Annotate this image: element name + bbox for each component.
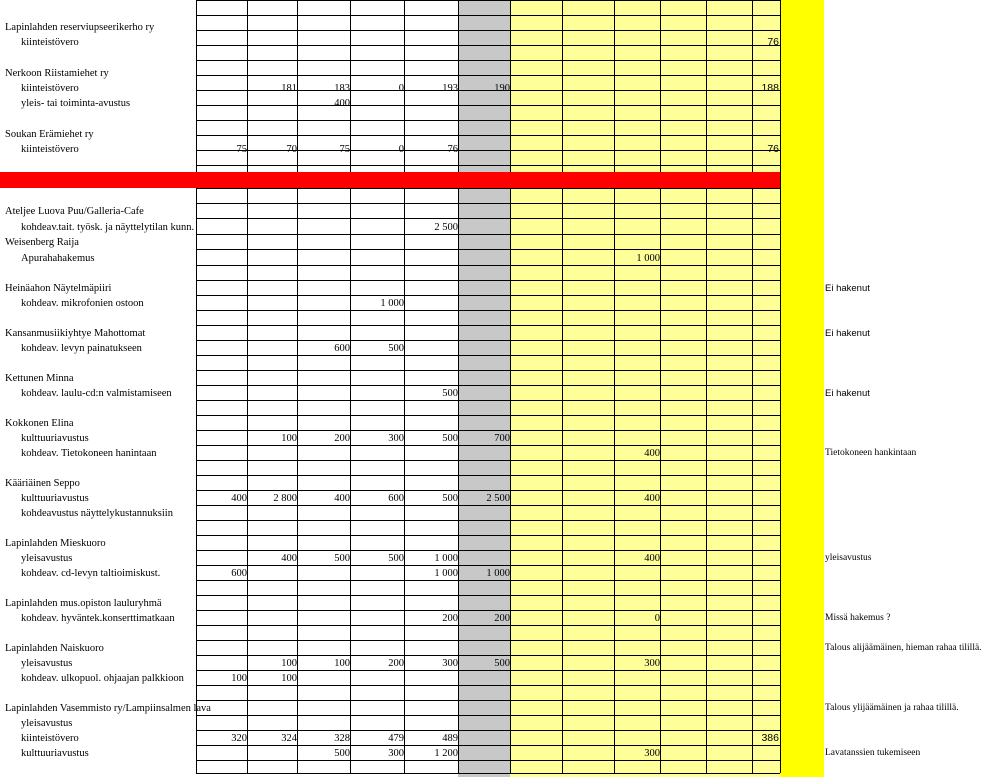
value-cell: 700 — [494, 433, 510, 444]
row-divider — [196, 760, 780, 761]
applicant-name: Weisenberg Raija — [5, 237, 79, 248]
row-divider — [196, 715, 780, 716]
row-divider — [196, 15, 780, 16]
row-divider — [196, 460, 780, 461]
value-cell: 1 000 — [434, 568, 458, 579]
row-divider — [196, 595, 780, 596]
applicant-name: Soukan Erämiehet ry — [5, 129, 94, 140]
item-label: yleisavustus — [21, 553, 73, 564]
value-cell: 2 500 — [486, 493, 510, 504]
row-divider — [196, 30, 780, 31]
row-divider — [196, 120, 780, 121]
value-cell: 328 — [334, 733, 350, 744]
item-label: kiinteistövero — [21, 37, 79, 48]
item-label: kohdeav. cd-levyn taltioimiskust. — [21, 568, 161, 579]
value-cell: 2 800 — [273, 493, 297, 504]
applicant-name: Kokkonen Elina — [5, 418, 74, 429]
value-cell: 400 — [334, 493, 350, 504]
row-divider — [196, 234, 780, 235]
note-text: Talous ylijäämäinen ja rahaa tilillä. — [825, 703, 959, 713]
value-cell: 75 — [339, 144, 350, 155]
item-label: kulttuuriavustus — [21, 748, 89, 759]
item-label: kohdeav. mikrofonien ostoon — [21, 298, 144, 309]
note-text: Talous alijäämäinen, hieman rahaa tilillä. — [825, 643, 982, 653]
applicant-name: Heinäahon Näytelmäpiiri — [5, 283, 112, 294]
value-cell: 500 — [388, 553, 404, 564]
row-divider — [196, 700, 780, 701]
item-label: kohdeav.tait. työsk. ja näyttelytilan kunn. — [21, 222, 195, 233]
row-divider — [196, 218, 780, 219]
row-divider — [196, 135, 780, 136]
value-cell: 183 — [334, 83, 350, 94]
value-cell: 600 — [231, 568, 247, 579]
row-divider — [196, 475, 780, 476]
applicant-name: Kettunen Minna — [5, 373, 74, 384]
value-cell: 400 — [231, 493, 247, 504]
note-text: Ei hakenut — [825, 283, 870, 294]
row-divider — [196, 280, 780, 281]
value-cell: 100 — [334, 658, 350, 669]
value-cell: 200 — [442, 613, 458, 624]
value-cell: 100 — [281, 433, 297, 444]
value-cell: 76 — [767, 143, 779, 155]
value-cell: 1 000 — [486, 568, 510, 579]
row-divider — [196, 75, 780, 76]
value-cell: 400 — [281, 553, 297, 564]
applicant-name: Lapinlahden mus.opiston lauluryhmä — [5, 598, 162, 609]
value-cell: 300 — [388, 433, 404, 444]
item-label: Apurahahakemus — [21, 253, 95, 264]
value-cell: 200 — [494, 613, 510, 624]
row-divider — [196, 640, 780, 641]
item-label: kiinteistövero — [21, 144, 79, 155]
value-cell: 0 — [398, 83, 404, 94]
value-cell: 386 — [761, 732, 779, 744]
value-cell: 188 — [761, 82, 779, 94]
row-divider — [196, 385, 780, 386]
row-divider — [196, 370, 780, 371]
note-text: Ei hakenut — [825, 328, 870, 339]
value-cell: 500 — [442, 388, 458, 399]
column-divider — [510, 0, 511, 773]
value-cell: 100 — [281, 673, 297, 684]
value-cell: 500 — [494, 658, 510, 669]
row-divider — [196, 249, 780, 250]
value-cell: 1 000 — [380, 298, 404, 309]
value-cell: 489 — [442, 733, 458, 744]
value-cell: 400 — [644, 493, 660, 504]
value-cell: 200 — [334, 433, 350, 444]
value-cell: 190 — [494, 83, 510, 94]
value-cell: 320 — [231, 733, 247, 744]
row-divider — [196, 773, 780, 774]
note-text: yleisavustus — [825, 553, 872, 563]
value-cell: 70 — [286, 144, 297, 155]
value-cell: 75 — [236, 144, 247, 155]
applicant-name: Ateljee Luova Puu/Galleria-Cafe — [5, 206, 144, 217]
column-divider — [780, 0, 781, 773]
value-cell: 500 — [334, 748, 350, 759]
value-cell: 479 — [388, 733, 404, 744]
red-separator-band — [0, 172, 780, 188]
item-label: kulttuuriavustus — [21, 493, 89, 504]
row-divider — [196, 355, 780, 356]
applicant-name: Lapinlahden reserviupseerikerho ry — [5, 22, 155, 33]
row-divider — [196, 415, 780, 416]
applicant-name: Lapinlahden Naiskuoro — [5, 643, 104, 654]
item-label: kohdeav. Tietokoneen hanintaan — [21, 448, 157, 459]
value-cell: 0 — [654, 613, 660, 624]
value-cell: 100 — [281, 658, 297, 669]
value-cell: 193 — [442, 83, 458, 94]
item-label: kohdeav. hyväntek.konserttimatkaan — [21, 613, 175, 624]
applicant-name: Lapinlahden Mieskuoro — [5, 538, 106, 549]
value-cell: 300 — [644, 748, 660, 759]
row-divider — [196, 60, 780, 61]
row-divider — [196, 188, 780, 189]
note-text: Tietokoneen hankintaan — [825, 448, 917, 458]
column-divider — [660, 0, 661, 773]
row-divider — [196, 535, 780, 536]
value-cell: 324 — [281, 733, 297, 744]
column-divider — [752, 0, 753, 773]
row-divider — [196, 520, 780, 521]
applicant-name: Kääriäinen Seppo — [5, 478, 80, 489]
value-cell: 76 — [767, 36, 779, 48]
value-cell: 0 — [398, 144, 404, 155]
value-cell: 400 — [334, 98, 350, 109]
value-cell: 100 — [231, 673, 247, 684]
item-label: kiinteistövero — [21, 733, 79, 744]
value-cell: 500 — [442, 433, 458, 444]
item-label: kohdeav. ulkopuol. ohjaajan palkkioon — [21, 673, 184, 684]
value-cell: 1 000 — [434, 553, 458, 564]
applicant-name: Kansanmusiikiyhtye Mahottomat — [5, 328, 146, 339]
row-divider — [196, 400, 780, 401]
item-label: kohdeav. laulu-cd:n valmistamiseen — [21, 388, 172, 399]
value-cell: 500 — [388, 343, 404, 354]
value-cell: 400 — [644, 553, 660, 564]
row-divider — [196, 105, 780, 106]
row-divider — [196, 0, 780, 1]
yellow-highlight-bar — [780, 0, 824, 777]
value-cell: 200 — [388, 658, 404, 669]
row-divider — [196, 325, 780, 326]
item-label: yleisavustus — [21, 658, 73, 669]
column-divider — [196, 0, 197, 773]
value-cell: 600 — [388, 493, 404, 504]
value-cell: 500 — [442, 493, 458, 504]
value-cell: 400 — [644, 448, 660, 459]
value-cell: 2 500 — [434, 222, 458, 233]
row-divider — [196, 165, 780, 166]
row-divider — [196, 295, 780, 296]
column-divider — [562, 0, 563, 773]
value-cell: 600 — [334, 343, 350, 354]
row-divider — [196, 310, 780, 311]
item-label: yleisavustus — [21, 718, 73, 729]
row-divider — [196, 265, 780, 266]
value-cell: 300 — [442, 658, 458, 669]
note-text: Missä hakemus ? — [825, 613, 891, 623]
row-divider — [196, 45, 780, 46]
column-divider — [706, 0, 707, 773]
row-divider — [196, 340, 780, 341]
applicant-name: Lapinlahden Vasemmisto ry/Lampiinsalmen lava — [5, 703, 211, 714]
item-label: kohdeavustus näyttelykustannuksiin — [21, 508, 173, 519]
note-text: Lavatanssien tukemiseen — [825, 748, 921, 758]
value-cell: 300 — [388, 748, 404, 759]
item-label: kulttuuriavustus — [21, 433, 89, 444]
value-cell: 76 — [447, 144, 458, 155]
value-cell: 181 — [281, 83, 297, 94]
item-label: kiinteistövero — [21, 83, 79, 94]
value-cell: 500 — [334, 553, 350, 564]
value-cell: 1 200 — [434, 748, 458, 759]
row-divider — [196, 203, 780, 204]
note-text: Ei hakenut — [825, 388, 870, 399]
item-label: kohdeav. levyn painatukseen — [21, 343, 142, 354]
value-cell: 1 000 — [636, 253, 660, 264]
item-label: yleis- tai toiminta-avustus — [21, 98, 131, 109]
value-cell: 300 — [644, 658, 660, 669]
applicant-name: Nerkoon Riistamiehet ry — [5, 68, 109, 79]
